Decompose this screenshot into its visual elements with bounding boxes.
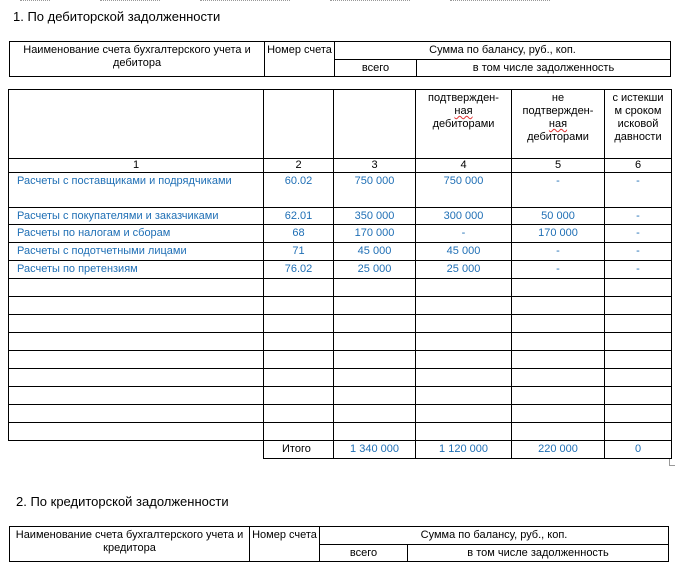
row-confirmed: 750 000	[416, 173, 512, 208]
row-expired: -	[605, 208, 672, 225]
header2-including: в том числе задолженность	[408, 545, 669, 562]
empty-row	[9, 369, 672, 387]
text-boundary-marker	[669, 459, 675, 466]
colnum-1: 1	[9, 159, 264, 173]
row-unconfirmed: -	[512, 261, 605, 279]
section-title-payable: 2. По кредиторской задолженности	[16, 494, 229, 509]
row-account: 71	[264, 243, 334, 261]
subheader-unconfirmed-line2: ная	[548, 118, 568, 130]
empty-row	[9, 351, 672, 369]
subheader-unconfirmed-line1: не подтвержден-	[522, 92, 594, 117]
subheader-confirmed-line3: дебиторами	[432, 118, 495, 130]
row-account: 68	[264, 225, 334, 243]
empty-row	[9, 315, 672, 333]
payable-header-table	[9, 526, 669, 562]
row-unconfirmed: 170 000	[512, 225, 605, 243]
header-total: всего	[335, 60, 417, 77]
table-row	[9, 261, 672, 279]
colnum-5: 5	[512, 159, 605, 173]
subheader-blank-2	[264, 90, 334, 159]
row-confirmed: 300 000	[416, 208, 512, 225]
section-title-receivable: 1. По дебиторской задолженности	[13, 9, 221, 24]
totals-row	[9, 441, 672, 459]
receivable-data-table	[8, 89, 672, 459]
empty-row	[9, 405, 672, 423]
colnum-4: 4	[416, 159, 512, 173]
row-confirmed: -	[416, 225, 512, 243]
subheader-blank-3	[334, 90, 416, 159]
row-total: 350 000	[334, 208, 416, 225]
subheader-unconfirmed	[512, 90, 605, 159]
header-col-name: Наименование счета бухгалтерского учета и дебитора	[10, 42, 265, 77]
row-name: Расчеты по налогам и сборам	[9, 225, 264, 243]
row-account: 76.02	[264, 261, 334, 279]
totals-expired: 0	[605, 441, 672, 459]
subheader-confirmed-line1: подтвержден-	[428, 92, 499, 104]
header2-col-account: Номер счета	[250, 527, 320, 562]
row-expired: -	[605, 225, 672, 243]
empty-row	[9, 333, 672, 351]
row-name: Расчеты с покупателями и заказчиками	[9, 208, 264, 225]
empty-row	[9, 279, 672, 297]
totals-spacer	[9, 441, 264, 459]
row-name: Расчеты с поставщиками и подрядчиками	[9, 173, 264, 208]
subheader-blank-1	[9, 90, 264, 159]
empty-row	[9, 387, 672, 405]
row-account: 62.01	[264, 208, 334, 225]
row-confirmed: 45 000	[416, 243, 512, 261]
row-name: Расчеты по претензиям	[9, 261, 264, 279]
subheader-expired: с истекши м сроком исковой давности	[605, 90, 672, 159]
row-expired: -	[605, 243, 672, 261]
colnum-6: 6	[605, 159, 672, 173]
totals-total: 1 340 000	[334, 441, 416, 459]
totals-unconfirmed: 220 000	[512, 441, 605, 459]
header-col-account: Номер счета	[265, 42, 335, 77]
previous-content-edge	[0, 0, 675, 3]
subheader-confirmed	[416, 90, 512, 159]
totals-label: Итого	[264, 441, 334, 459]
table-row	[9, 225, 672, 243]
row-name: Расчеты с подотчетными лицами	[9, 243, 264, 261]
colnum-3: 3	[334, 159, 416, 173]
row-unconfirmed: 50 000	[512, 208, 605, 225]
row-expired: -	[605, 173, 672, 208]
totals-confirmed: 1 120 000	[416, 441, 512, 459]
subheader-unconfirmed-line3: дебиторами	[527, 131, 589, 143]
row-total: 45 000	[334, 243, 416, 261]
header2-total: всего	[320, 545, 408, 562]
colnum-2: 2	[264, 159, 334, 173]
header-sum: Сумма по балансу, руб., коп.	[335, 42, 671, 60]
receivable-header-table	[9, 41, 671, 77]
header2-col-name: Наименование счета бухгалтерского учета и кредитора	[10, 527, 250, 562]
empty-row	[9, 297, 672, 315]
row-account: 60.02	[264, 173, 334, 208]
table-row	[9, 208, 672, 225]
row-total: 750 000	[334, 173, 416, 208]
row-total: 170 000	[334, 225, 416, 243]
empty-row	[9, 423, 672, 441]
row-confirmed: 25 000	[416, 261, 512, 279]
row-unconfirmed: -	[512, 173, 605, 208]
table-row	[9, 243, 672, 261]
row-total: 25 000	[334, 261, 416, 279]
table-row	[9, 173, 672, 208]
header-including: в том числе задолженность	[417, 60, 671, 77]
row-expired: -	[605, 261, 672, 279]
row-unconfirmed: -	[512, 243, 605, 261]
subheader-confirmed-line2: ная	[454, 105, 473, 117]
header2-sum: Сумма по балансу, руб., коп.	[320, 527, 669, 545]
